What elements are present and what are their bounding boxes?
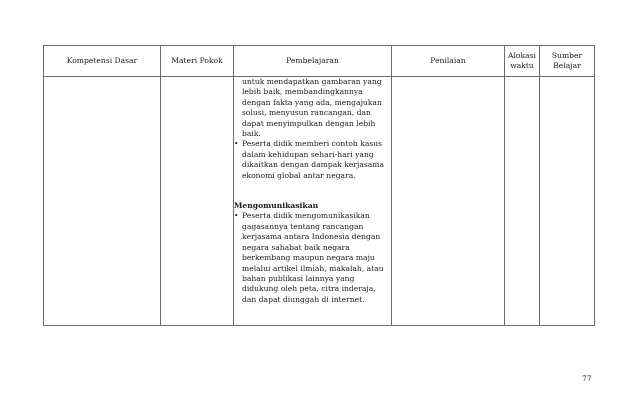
bullet-icon: • bbox=[234, 211, 239, 221]
cell-alokasi-waktu bbox=[505, 77, 540, 326]
bullet-2-text: Peserta didik mengomunikasikan gagasannya tentang rancangan kerjasama antara Indonesia dengan negara sahabat baik negara berkembang maupun negara maju melalui artikel ilmiah, makalah, atau bahan publikasi lainnya yang didukung oleh peta, citra inderaja, dan dapat diunggah di internet. bbox=[242, 211, 384, 304]
mengomunikasikan-heading: Mengomunikasikan bbox=[234, 201, 319, 211]
cell-materi-pokok bbox=[161, 77, 234, 326]
cell-penilaian bbox=[392, 77, 505, 326]
header-pembelajaran: Pembelajaran bbox=[234, 46, 392, 77]
cell-kompetensi-dasar bbox=[44, 77, 161, 326]
list-item bbox=[234, 211, 391, 305]
bullet-1-text: Peserta didik memberi contoh kasus dalam kehidupan sehari-hari yang dikaitkan dengan dampak kerjasama ekonomi global antar negara. bbox=[242, 139, 385, 180]
header-alokasi-line1: Alokasi bbox=[508, 51, 536, 60]
table-row bbox=[44, 77, 595, 326]
header-alokasi-line2: waktu bbox=[510, 61, 534, 70]
bullet-icon: • bbox=[234, 139, 239, 149]
header-penilaian: Penilaian bbox=[392, 46, 505, 77]
cell-pembelajaran bbox=[234, 77, 392, 326]
header-kompetensi-dasar: Kompetensi Dasar bbox=[44, 46, 161, 77]
header-materi-pokok: Materi Pokok bbox=[161, 46, 234, 77]
header-alokasi-waktu bbox=[505, 46, 540, 77]
page-number: 77 bbox=[582, 374, 592, 383]
bullet-list-2 bbox=[234, 211, 391, 305]
pembelajaran-continuation: untuk mendapatkan gambaran yang lebih baik, membandingkannya dengan fakta yang ada, mengajukan solusi, menyusun rancangan, dan dapat menyimpulkan dengan lebih baik. bbox=[242, 77, 382, 139]
table-header-row bbox=[44, 46, 595, 77]
rpp-table bbox=[43, 45, 595, 326]
spacer bbox=[234, 181, 391, 201]
list-item bbox=[234, 139, 391, 181]
cell-sumber-belajar bbox=[540, 77, 595, 326]
bullet-list-1 bbox=[234, 139, 391, 181]
header-sumber-belajar: Sumber Belajar bbox=[540, 46, 595, 77]
